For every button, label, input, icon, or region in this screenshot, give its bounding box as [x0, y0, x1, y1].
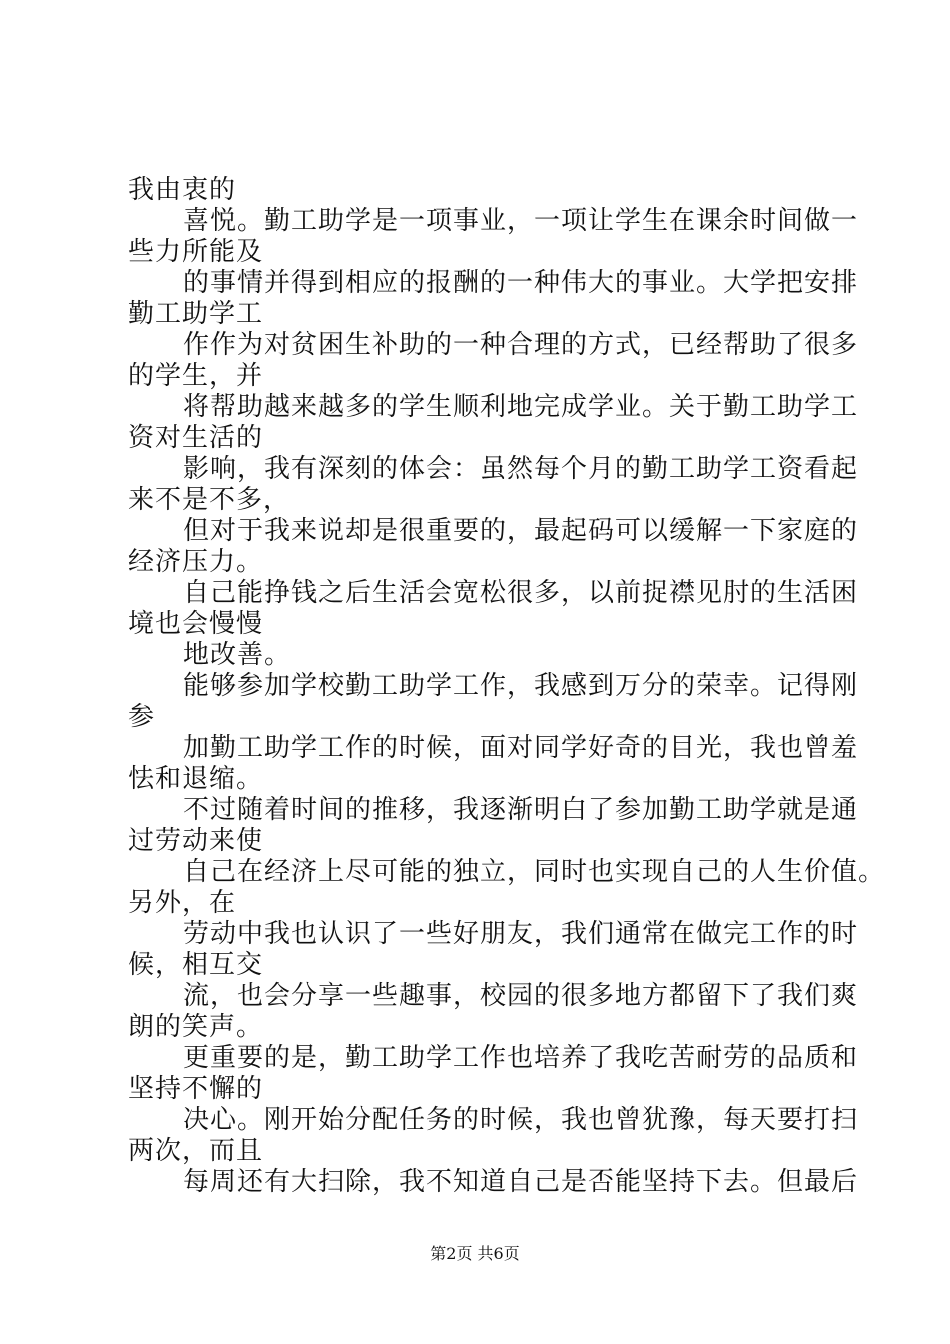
body-text-line: 地改善。 — [183, 640, 292, 670]
body-text-line: 决心。刚开始分配任务的时候，我也曾犹豫，每天要打扫 — [183, 1105, 859, 1135]
body-text-line: 能够参加学校勤工助学工作，我感到万分的荣幸。记得刚 — [183, 671, 859, 701]
body-text-line: 自己能挣钱之后生活会宽松很多，以前捉襟见肘的生活困 — [183, 578, 859, 608]
body-text-line: 勤工助学工 — [128, 299, 264, 329]
body-text-line: 影响，我有深刻的体会：虽然每个月的勤工助学工资看起 — [183, 454, 859, 484]
body-text-line: 境也会慢慢 — [128, 609, 264, 639]
body-text-line: 但对于我来说却是很重要的，最起码可以缓解一下家庭的 — [183, 516, 859, 546]
body-text-line: 自己在经济上尽可能的独立，同时也实现自己的人生价值。 — [183, 857, 886, 887]
body-text-line: 些力所能及 — [128, 237, 264, 267]
body-text-line: 经济压力。 — [128, 547, 264, 577]
body-text-line: 过劳动来使 — [128, 826, 264, 856]
body-text-line: 不过随着时间的推移，我逐渐明白了参加勤工助学就是通 — [183, 795, 859, 825]
body-text-line: 的学生，并 — [128, 361, 264, 391]
body-text-line: 流，也会分享一些趣事，校园的很多地方都留下了我们爽 — [183, 981, 859, 1011]
body-text-line: 资对生活的 — [128, 423, 264, 453]
page-number-footer: 第2页 共6页 — [430, 1244, 520, 1263]
body-text-line: 坚持不懈的 — [128, 1074, 264, 1104]
body-text-line: 怯和退缩。 — [128, 764, 264, 794]
body-text-line: 另外，在 — [128, 888, 237, 918]
body-text-line: 参 — [128, 702, 156, 732]
body-text-line: 每周还有大扫除，我不知道自己是否能坚持下去。但最后 — [183, 1167, 859, 1197]
body-text-line: 朗的笑声。 — [128, 1012, 264, 1042]
body-text-line: 更重要的是，勤工助学工作也培养了我吃苦耐劳的品质和 — [183, 1043, 859, 1073]
body-text-line: 我由衷的 — [128, 175, 237, 205]
body-text-line: 候，相互交 — [128, 950, 264, 980]
body-text-line: 喜悦。勤工助学是一项事业，一项让学生在课余时间做一 — [183, 206, 859, 236]
body-text-line: 的事情并得到相应的报酬的一种伟大的事业。大学把安排 — [183, 268, 859, 298]
body-text-line: 来不是不多， — [128, 485, 291, 515]
body-text-line: 两次，而且 — [128, 1136, 264, 1166]
body-text-line: 将帮助越来越多的学生顺利地完成学业。关于勤工助学工 — [183, 392, 859, 422]
body-text-line: 作作为对贫困生补助的一种合理的方式，已经帮助了很多 — [183, 330, 859, 360]
body-text-line: 加勤工助学工作的时候，面对同学好奇的目光，我也曾羞 — [183, 733, 859, 763]
body-text-line: 劳动中我也认识了一些好朋友，我们通常在做完工作的时 — [183, 919, 859, 949]
